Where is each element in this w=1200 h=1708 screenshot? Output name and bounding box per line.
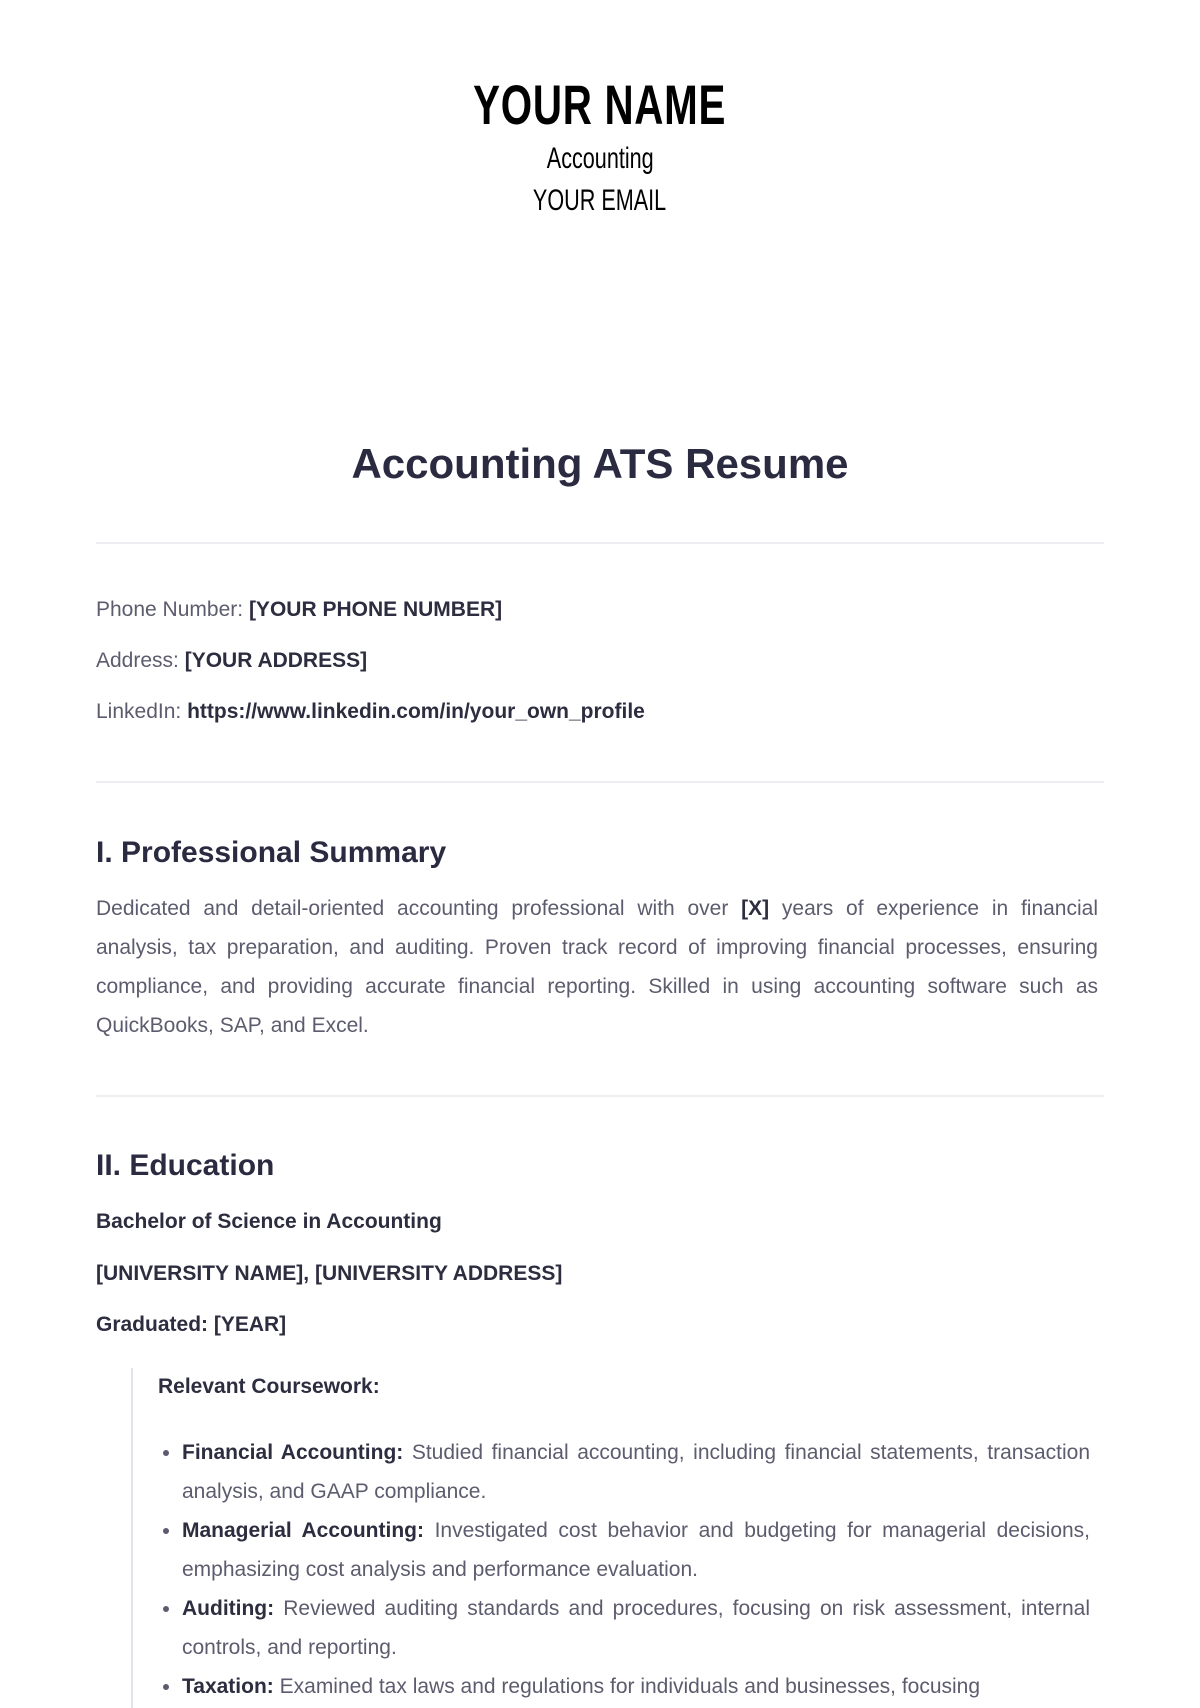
name-text: YOUR NAME — [473, 73, 727, 136]
course-name: Managerial Accounting: — [182, 1519, 424, 1542]
course-desc: Studied financial accounting, including financial statements, transaction analysis, and GAAP compliance. — [182, 1441, 1091, 1503]
list-item — [182, 1589, 1090, 1667]
phone-label: Phone Number: — [96, 598, 244, 621]
contact-address — [96, 649, 367, 673]
course-name: Financial Accounting: — [182, 1441, 404, 1464]
list-item — [182, 1433, 1090, 1511]
blockquote-border — [131, 1368, 133, 1708]
divider — [96, 1095, 1104, 1097]
list-item — [182, 1667, 1090, 1706]
phone-value: [YOUR PHONE NUMBER] — [248, 598, 503, 621]
section-heading-summary: I. Professional Summary — [96, 836, 447, 869]
course-name: Auditing: — [182, 1597, 275, 1620]
linkedin-link[interactable]: https://www.linkedin.com/in/your_own_profile — [187, 700, 645, 723]
course-desc: Examined tax laws and regulations for individuals and businesses, focusing — [273, 1675, 981, 1698]
address-label: Address: — [96, 649, 179, 672]
section-heading-education: II. Education — [96, 1149, 275, 1182]
summary-years: [X] — [741, 897, 770, 920]
address-value: [YOUR ADDRESS] — [184, 649, 368, 672]
linkedin-label: LinkedIn: — [96, 700, 182, 723]
resume-name — [0, 72, 1200, 137]
divider — [96, 542, 1104, 544]
contact-phone — [96, 598, 502, 622]
university: [UNIVERSITY NAME], [UNIVERSITY ADDRESS] — [96, 1262, 563, 1285]
divider — [96, 781, 1104, 783]
graduation-year: Graduated: [YEAR] — [96, 1313, 287, 1336]
contact-linkedin — [96, 700, 645, 724]
coursework-label: Relevant Coursework: — [158, 1375, 380, 1398]
summary-part: Dedicated and detail-oriented accounting professional with over — [96, 897, 742, 920]
document-title: Accounting ATS Resume — [351, 440, 849, 487]
list-item — [182, 1511, 1090, 1589]
resume-role — [0, 142, 1200, 176]
email-text: YOUR EMAIL — [533, 184, 667, 217]
course-desc: Reviewed auditing standards and procedures, focusing on risk assessment, internal controls, and reporting. — [182, 1597, 1090, 1659]
coursework-list — [166, 1433, 1090, 1706]
role-text: Accounting — [546, 142, 654, 175]
resume-email — [0, 184, 1200, 218]
summary-part: years of experience in financial analysis, tax preparation, and auditing. Proven track record of improving financial processes, ensuring compliance, and providing accurate financial reporting. Skilled in using accounting software such as QuickBooks, SAP, and Excel. — [96, 897, 1098, 1037]
degree: Bachelor of Science in Accounting — [96, 1210, 442, 1233]
course-desc: Investigated cost behavior and budgeting for managerial decisions, emphasizing cost analysis and performance evaluation. — [182, 1519, 1091, 1581]
summary-text — [96, 889, 1098, 1045]
course-name: Taxation: — [182, 1675, 274, 1698]
